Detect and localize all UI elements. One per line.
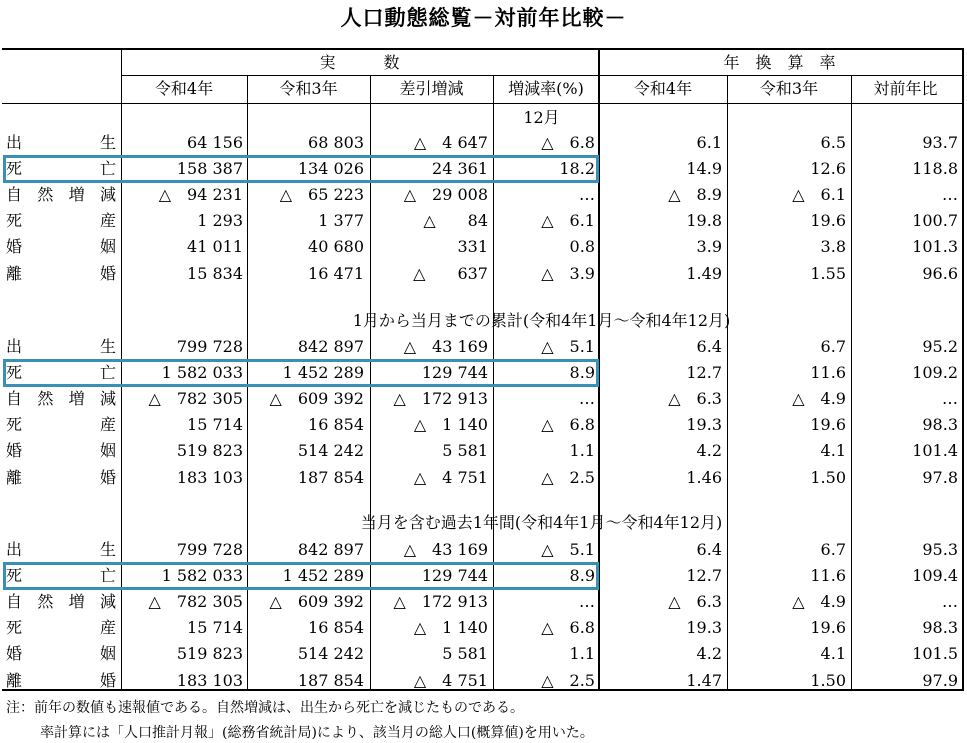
table-cell: 134 026: [297, 159, 364, 179]
table-cell: △ 6.3: [668, 389, 722, 409]
table-cell: △ 94 231: [158, 185, 243, 205]
table-cell: 1.1: [569, 441, 595, 461]
table-cell: △ 6.1: [541, 211, 595, 231]
row-label-char: 姻: [99, 644, 116, 664]
column-header: 令和4年: [633, 79, 693, 98]
table-cell: …: [579, 185, 595, 205]
row-label-char: 死: [6, 566, 23, 586]
table-cell: …: [942, 185, 958, 205]
table-cell: 514 242: [297, 441, 364, 461]
row-label-char: 出: [6, 540, 23, 559]
table-cell: 109.2: [912, 363, 958, 383]
table-cell: 15 834: [187, 263, 243, 283]
table-cell: …: [579, 389, 595, 409]
table-cell: 118.8: [912, 159, 958, 179]
row-label: [6, 386, 116, 412]
row-label: [6, 261, 116, 287]
table-cell: 6.4: [696, 540, 722, 559]
row-label-char: 死: [6, 363, 23, 383]
row-label-char: 離: [6, 263, 23, 283]
group-header-rate: 年 換 算 率: [723, 53, 836, 72]
row-label: [6, 234, 116, 260]
table-cell: 1 293: [197, 211, 243, 231]
table-cell: 842 897: [297, 337, 364, 356]
row-label: [6, 412, 116, 438]
table-cell: 183 103: [176, 467, 243, 487]
table-cell: 1.1: [569, 644, 595, 664]
table-cell: 4.2: [696, 441, 722, 461]
table-cell: 19.6: [810, 618, 846, 638]
table-cell: 95.2: [922, 337, 958, 356]
note-line-1: 注：前年の数値も速報値である。自然増減は、出生から死亡を減じたものである。: [6, 700, 524, 716]
row-label: [6, 537, 116, 563]
table-cell: 129 744: [421, 566, 488, 586]
table-cell: 95.3: [922, 540, 958, 559]
table-cell: 1.47: [686, 670, 722, 690]
column-divider: [851, 75, 852, 689]
table-cell: …: [942, 389, 958, 409]
table-cell: 19.6: [810, 415, 846, 435]
table-cell: △ 6.3: [668, 592, 722, 612]
table-cell: △ 8.9: [668, 185, 722, 205]
table-cell: …: [579, 592, 595, 612]
row-label-char: 然: [37, 592, 54, 612]
row-label-char: 増: [68, 185, 85, 205]
table-cell: △ 6.8: [541, 618, 595, 638]
table-cell: △ 43 169: [403, 337, 488, 356]
table-cell: 19.8: [686, 211, 722, 231]
table-cell: 4.2: [696, 644, 722, 664]
row-label-char: 自: [6, 592, 23, 612]
row-label: [6, 182, 116, 208]
table-cell: 1 452 289: [282, 363, 364, 383]
row-label-char: 増: [68, 389, 85, 409]
table-cell: 158 387: [176, 159, 243, 179]
table-cell: 24 361: [432, 159, 488, 179]
table-cell: △ 6.1: [792, 185, 846, 205]
death-row-highlight: [3, 155, 599, 183]
row-label-char: 姻: [99, 237, 116, 257]
table-cell: 1.49: [686, 263, 722, 283]
table-cell: 799 728: [176, 337, 243, 356]
table-cell: 68 803: [308, 133, 364, 152]
table-cell: 519 823: [176, 441, 243, 461]
table-cell: △ 6.8: [541, 415, 595, 435]
table-cell: 12.7: [686, 363, 722, 383]
note-line-2: 率計算には「人口推計月報」(総務省統計局)により、該当月の総人口(概算値)を用いた。: [40, 725, 594, 741]
table-cell: 19.3: [686, 415, 722, 435]
section-heading: 当月を含む過去1年間(令和4年1月～令和4年12月): [360, 513, 723, 532]
table-cell: 101.5: [912, 644, 958, 664]
row-label-char: 自: [6, 185, 23, 205]
table-cell: △ 43 169: [403, 540, 488, 559]
row-label-char: 亡: [99, 566, 116, 586]
table-cell: 16 854: [308, 415, 364, 435]
table-cell: △ 782 305: [148, 592, 243, 612]
row-label-char: 産: [99, 211, 116, 231]
row-label-char: 婚: [6, 237, 23, 257]
row-label-char: 死: [6, 159, 23, 179]
column-header: 令和3年: [759, 79, 819, 98]
table-cell: 4.1: [820, 644, 846, 664]
table-cell: 6.4: [696, 337, 722, 356]
table-cell: 12.6: [810, 159, 846, 179]
row-label-char: 減: [99, 389, 116, 409]
table-cell: △ 65 223: [279, 185, 364, 205]
row-label: [6, 615, 116, 641]
section-heading: 12月: [523, 108, 560, 127]
table-cell: 11.6: [810, 566, 846, 586]
vital-statistics-table: [2, 48, 964, 691]
header-bottom-line: [2, 103, 962, 104]
row-label: [6, 589, 116, 615]
row-label: [6, 334, 116, 360]
table-cell: 11.6: [810, 363, 846, 383]
row-label-char: 死: [6, 211, 23, 231]
table-cell: △ 6.8: [541, 133, 595, 152]
row-label-char: 婚: [6, 644, 23, 664]
row-label-char: 婚: [99, 467, 116, 487]
row-label-char: 婚: [6, 441, 23, 461]
column-header: 差引増減: [399, 79, 464, 98]
row-label-char: 産: [99, 618, 116, 638]
table-cell: 8.9: [569, 566, 595, 586]
table-cell: 64 156: [187, 133, 243, 152]
table-cell: △ 84: [423, 211, 488, 231]
table-cell: △ 29 008: [403, 185, 488, 205]
table-cell: 6.5: [820, 133, 846, 152]
table-cell: 16 854: [308, 618, 364, 638]
group-header-actual: 実 数: [319, 53, 400, 72]
table-cell: 97.9: [922, 670, 958, 690]
table-cell: 5 581: [442, 644, 488, 664]
row-label: [6, 438, 116, 464]
header-divider: [121, 75, 962, 76]
table-cell: 97.8: [922, 467, 958, 487]
row-label-char: 亡: [99, 159, 116, 179]
row-label-char: 姻: [99, 441, 116, 461]
table-cell: 4.1: [820, 441, 846, 461]
row-label-char: 自: [6, 389, 23, 409]
table-cell: 18.2: [559, 159, 595, 179]
table-cell: 16 471: [308, 263, 364, 283]
row-label-char: 婚: [99, 263, 116, 283]
table-cell: 12.7: [686, 566, 722, 586]
section-heading: 1月から当月までの累計(令和4年1月～令和4年12月): [352, 311, 731, 330]
table-cell: 19.6: [810, 211, 846, 231]
table-cell: 15 714: [187, 415, 243, 435]
table-cell: △ 609 392: [269, 592, 364, 612]
table-cell: 6.7: [820, 337, 846, 356]
table-cell: 3.9: [696, 237, 722, 257]
table-cell: 1 377: [318, 211, 364, 231]
row-label: [6, 641, 116, 667]
table-cell: △ 1 140: [413, 415, 488, 435]
death-row-highlight: [3, 562, 599, 590]
table-cell: 799 728: [176, 540, 243, 559]
table-cell: 19.3: [686, 618, 722, 638]
table-cell: 96.6: [922, 263, 958, 283]
row-label-char: 死: [6, 618, 23, 638]
row-label-char: 生: [99, 540, 116, 559]
row-label-char: 減: [99, 185, 116, 205]
table-cell: 129 744: [421, 363, 488, 383]
table-cell: 1.55: [810, 263, 846, 283]
column-header: 対前年比: [873, 79, 938, 98]
table-cell: 1 582 033: [161, 363, 243, 383]
table-cell: 5 581: [442, 441, 488, 461]
table-cell: 1.50: [810, 467, 846, 487]
table-cell: 6.7: [820, 540, 846, 559]
table-cell: △ 4 751: [413, 467, 488, 487]
table-cell: …: [942, 592, 958, 612]
table-cell: 6.1: [696, 133, 722, 152]
table-cell: 514 242: [297, 644, 364, 664]
table-cell: 1.50: [810, 670, 846, 690]
row-label: [6, 130, 116, 156]
table-cell: △ 3.9: [541, 263, 595, 283]
table-cell: 14.9: [686, 159, 722, 179]
table-cell: △ 5.1: [541, 540, 595, 559]
table-cell: 15 714: [187, 618, 243, 638]
row-label-char: 婚: [99, 670, 116, 690]
table-cell: 8.9: [569, 363, 595, 383]
column-divider: [727, 75, 728, 689]
column-header: 令和3年: [279, 79, 338, 98]
table-cell: 109.4: [912, 566, 958, 586]
table-cell: 98.3: [922, 618, 958, 638]
table-cell: 1.46: [686, 467, 722, 487]
table-cell: 101.4: [912, 441, 958, 461]
row-label-char: 離: [6, 670, 23, 690]
table-cell: 3.8: [820, 237, 846, 257]
row-label: [6, 668, 116, 694]
table-cell: 187 854: [297, 467, 364, 487]
column-header: 増減率(%): [508, 79, 584, 98]
table-cell: △ 4 647: [413, 133, 488, 152]
table-cell: 331: [457, 237, 488, 257]
table-cell: △ 609 392: [269, 389, 364, 409]
table-cell: △ 4.9: [792, 592, 846, 612]
row-label-char: 増: [68, 592, 85, 612]
table-cell: △ 1 140: [413, 618, 488, 638]
row-label-char: 亡: [99, 363, 116, 383]
row-label-char: 生: [99, 337, 116, 356]
column-header: 令和4年: [154, 79, 214, 98]
table-cell: △ 172 913: [393, 592, 488, 612]
row-label-char: 減: [99, 592, 116, 612]
row-label: [6, 208, 116, 234]
table-cell: △ 2.5: [541, 670, 595, 690]
death-row-highlight: [3, 359, 599, 387]
table-cell: △ 782 305: [148, 389, 243, 409]
table-cell: 98.3: [922, 415, 958, 435]
table-cell: △ 2.5: [541, 467, 595, 487]
table-cell: 1 452 289: [282, 566, 364, 586]
table-cell: 187 854: [297, 670, 364, 690]
table-cell: 0.8: [569, 237, 595, 257]
table-cell: △ 5.1: [541, 337, 595, 356]
table-cell: △ 172 913: [393, 389, 488, 409]
row-label: [6, 465, 116, 491]
page-title: 人口動態総覧－対前年比較－: [340, 6, 627, 30]
row-label-char: 生: [99, 133, 116, 152]
row-label-char: 離: [6, 467, 23, 487]
row-label-char: 然: [37, 389, 54, 409]
table-cell: 101.3: [912, 237, 958, 257]
row-label-char: 出: [6, 133, 23, 152]
table-cell: 93.7: [922, 133, 958, 152]
row-label-char: 死: [6, 415, 23, 435]
table-cell: 842 897: [297, 540, 364, 559]
table-cell: △ 4 751: [413, 670, 488, 690]
table-cell: 183 103: [176, 670, 243, 690]
row-label-char: 然: [37, 185, 54, 205]
table-cell: △ 4.9: [792, 389, 846, 409]
table-cell: 1 582 033: [161, 566, 243, 586]
row-label-char: 出: [6, 337, 23, 356]
table-cell: 100.7: [912, 211, 958, 231]
table-cell: 41 011: [187, 237, 243, 257]
table-cell: 40 680: [308, 237, 364, 257]
table-cell: △ 637: [413, 263, 488, 283]
row-label-char: 産: [99, 415, 116, 435]
table-cell: 519 823: [176, 644, 243, 664]
